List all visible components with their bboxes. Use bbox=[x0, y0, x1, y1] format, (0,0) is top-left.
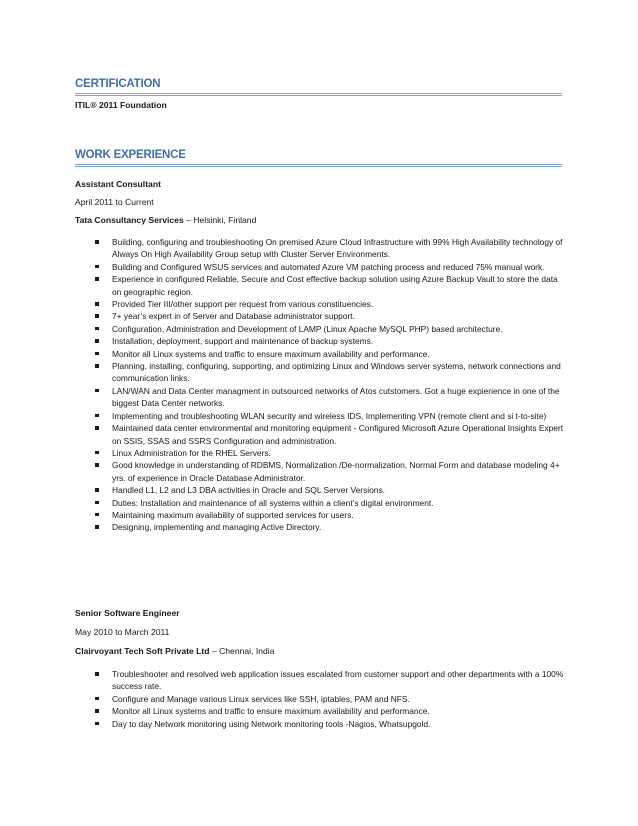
list-item: Duties: Installation and maintenance of all systems within a client’s digital environment. bbox=[95, 497, 565, 509]
list-item: Building and Configured WSUS services and automated Azure VM patching process and reduced 75% manual work. bbox=[95, 261, 565, 273]
work-experience-heading: WORK EXPERIENCE bbox=[75, 149, 186, 161]
job-1-employer bbox=[75, 215, 256, 225]
list-item: Maintaining maximum availability of supported services for users. bbox=[95, 509, 565, 521]
job-1-role: Assistant Consultant bbox=[75, 179, 161, 189]
job-1-duties bbox=[95, 236, 565, 534]
list-item: Handled L1, L2 and L3 DBA activities in Oracle and SQL Server Versions. bbox=[95, 484, 565, 496]
list-item: Troubleshooter and resolved web application issues escalated from customer support and other departments with a 100% success rate. bbox=[95, 668, 565, 693]
job-2-employer bbox=[75, 646, 275, 656]
job-1-company: Tata Consultancy Services bbox=[75, 215, 184, 225]
list-item: Monitor all Linux systems and traffic to ensure maximum availability and performance. bbox=[95, 705, 565, 717]
certification-item: ITIL® 2011 Foundation bbox=[75, 100, 167, 110]
list-item: Good knowledge in understanding of RDBMS, Normalization /De-normalization, Normal Form and database modeling 4+ yrs. of experience in Oracle Database Administrator. bbox=[95, 459, 565, 484]
list-item: Configuration, Administration and Development of LAMP (Linux Apache MySQL PHP) based architecture. bbox=[95, 323, 565, 335]
list-item: Installation, deployment, support and maintenance of backup systems. bbox=[95, 335, 565, 347]
list-item: Maintained data center environmental and monitoring equipment - Configured Microsoft Azure Operational Insights Expert on SSIS, SSAS and SSRS Configuration and administration. bbox=[95, 422, 565, 447]
list-item: Planning, installing, configuring, supporting, and optimizing Linux and Windows server systems, network connections and communication links. bbox=[95, 360, 565, 385]
list-item: Configure and Manage various Linux services like SSH, iptables, PAM and NFS. bbox=[95, 693, 565, 705]
job-2-location: – Chennai, India bbox=[209, 646, 275, 656]
list-item: Implementing and troubleshooting WLAN security and wireless IDS, Implementing VPN (remote client and si t-to-site) bbox=[95, 410, 565, 422]
list-item: Building, configuring and troubleshooting On premised Azure Cloud Infrastructure with 99% High Availability technology of Always On High Availability Group setup with Cluster Server Environments. bbox=[95, 236, 565, 261]
work-experience-rule bbox=[75, 164, 562, 167]
certification-heading: CERTIFICATION bbox=[75, 78, 161, 90]
job-2-dates: May 2010 to March 2011 bbox=[75, 627, 170, 637]
list-item: Day to day Network monitoring using Network monitoring tools -Nagios, Whatsupgold. bbox=[95, 718, 565, 730]
list-item: LAN/WAN and Data Center managment in outsourced networks of Atos cutstomers. Got a huge expierience in one of the biggest Data Center networks. bbox=[95, 385, 565, 410]
job-1-dates: April 2011 to Current bbox=[75, 197, 154, 207]
job-1-location: – Helsinki, Finland bbox=[183, 215, 257, 225]
list-item: Experience in configured Reliable, Secure and Cost effective backup solution using Azure Backup Vault to store the data on geographic region. bbox=[95, 273, 565, 298]
job-2-company: Clairvoyant Tech Soft Private Ltd bbox=[75, 646, 210, 656]
list-item: Linux Administration for the RHEL Servers. bbox=[95, 447, 565, 459]
list-item: 7+ year’s expert in of Server and Database administrator support. bbox=[95, 310, 565, 322]
list-item: Monitor all Linux systems and traffic to ensure maximum availability and performance. bbox=[95, 348, 565, 360]
list-item: Designing, implementing and managing Active Directory. bbox=[95, 521, 565, 533]
certification-rule bbox=[75, 93, 562, 96]
job-2-duties bbox=[95, 668, 565, 730]
list-item: Provided Tier III/other support per request from various constituencies. bbox=[95, 298, 565, 310]
job-2-role: Senior Software Engineer bbox=[75, 608, 180, 618]
